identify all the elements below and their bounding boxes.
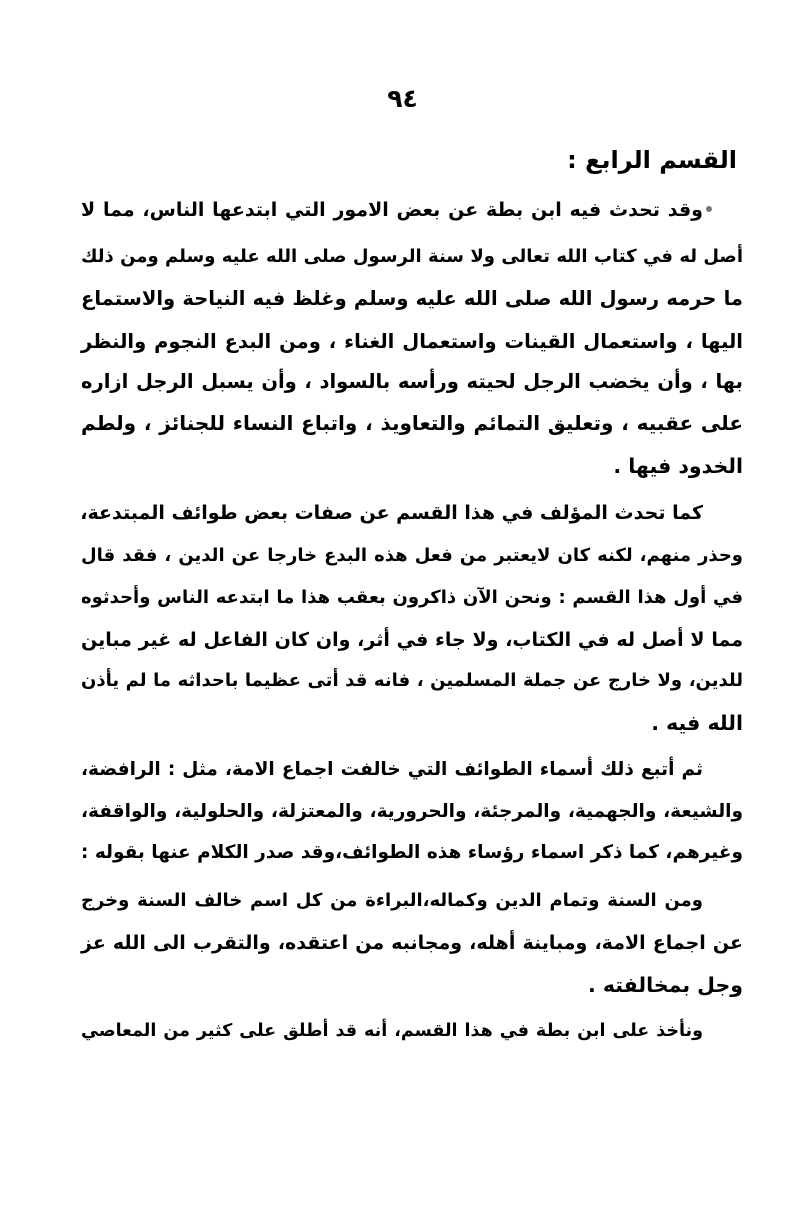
text-line: للدين، ولا خارج عن جملة المسلمين ، فانه قد أتى عظيما باحداثه ما لم يأذن (81, 670, 743, 691)
text-line: على عقبيه ، وتعليق التمائم والتعاويذ ، واتباع النساء للجنائز ، ولطم (81, 411, 743, 435)
text-line: الخدود فيها . (613, 454, 743, 478)
scan-speck (706, 206, 712, 212)
text-line: وغيرهم، كما ذكر اسماء رؤساء هذه الطوائف،وقد صدر الكلام عنها بقوله : (81, 842, 743, 863)
text-line: أصل له في كتاب الله تعالى ولا سنة الرسول صلى الله عليه وسلم ومن ذلك (81, 246, 743, 267)
text-line: وحذر منهم، لكنه كان لايعتبر من فعل هذه البدع خارجا عن الدين ، فقد قال (81, 545, 743, 566)
text-line: الله فيه . (651, 711, 743, 735)
text-line: في أول هذا القسم : ونحن الآن ذاكرون بعقب هذا ما ابتدعه الناس وأحدثوه (81, 587, 743, 608)
text-line: وجل بمخالفته . (587, 973, 743, 997)
text-line: ما حرمه رسول الله صلى الله عليه وسلم وغلظ فيه النياحة والاستماع (81, 287, 743, 310)
text-line: والشيعة، والجهمية، والمرجئة، والحرورية، والمعتزلة، والحلولية، والواقفة، (81, 801, 743, 822)
text-line: عن اجماع الامة، ومباينة أهله، ومجانبه من اعتقده، والتقرب الى الله عز (81, 932, 743, 954)
text-line: ومن السنة وتمام الدين وكماله،البراءة من كل اسم خالف السنة وخرج (81, 890, 703, 911)
section-heading: القسم الرابع : (567, 146, 737, 174)
text-line: اليها ، واستعمال القينات واستعمال الغناء ، ومن البدع النجوم والنظر (81, 330, 743, 353)
text-line: كما تحدث المؤلف في هذا القسم عن صفات بعض طوائف المبتدعة، (80, 502, 703, 524)
text-line: مما لا أصل له في الكتاب، ولا جاء في أثر، وان كان الفاعل له غير مباين (81, 629, 743, 651)
text-line: وقد تحدث فيه ابن بطة عن بعض الامور التي ابتدعها الناس، مما لا (81, 199, 703, 221)
page-number: ٩٤ (387, 84, 418, 113)
text-line: ونأخذ على ابن بطة في هذا القسم، أنه قد أطلق على كثير من المعاصي (81, 1021, 703, 1041)
text-line: بها ، وأن يخضب الرجل لحيته ورأسه بالسواد ، وأن يسبل الرجل ازاره (81, 370, 743, 393)
text-line: ثم أتبع ذلك أسماء الطوائف التي خالفت اجماع الامة، مثل : الرافضة، (81, 759, 703, 780)
